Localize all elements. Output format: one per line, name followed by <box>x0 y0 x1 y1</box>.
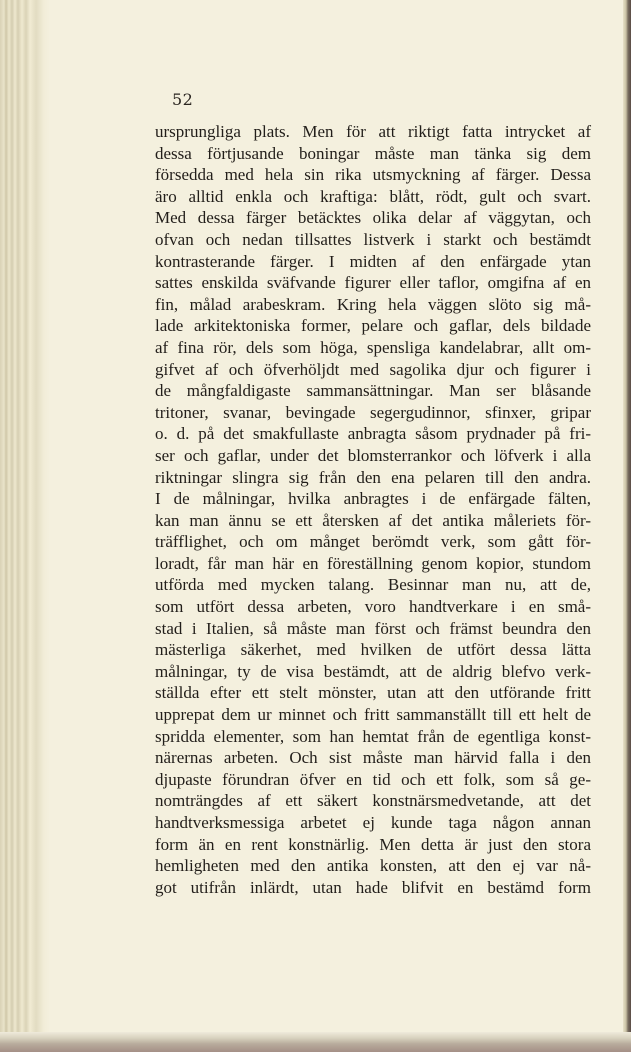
body-text <box>155 121 591 898</box>
text-line: tritoner, svanar, bevingade segergudinnor, sfinxer, gripar <box>155 402 591 422</box>
text-line: äro alltid enkla och kraftiga: blått, rödt, gult och svart. <box>155 186 591 206</box>
text-line: de mångfaldigaste sammansättningar. Man ser blåsande <box>155 381 591 401</box>
text-line: upprepat dem ur minnet och fritt sammanställt till ett helt de <box>155 705 591 725</box>
page-edge <box>623 0 631 1052</box>
text-line: lade arkitektoniska former, pelare och gaflar, dels bildade <box>155 316 591 336</box>
text-line: som utfört dessa arbeten, voro handtverkare i en små- <box>155 597 591 617</box>
text-line: djupaste förundran öfver en tid och ett folk, som så ge- <box>155 769 591 789</box>
text-line: kontrasterande färger. I midten af den enfärgade ytan <box>155 251 591 271</box>
text-line: af fina rör, dels som höga, spensliga kandelabrar, allt om- <box>155 337 591 357</box>
text-line: stad i Italien, så måste man först och främst beundra den <box>155 618 591 638</box>
text-line: hemligheten med den antika konsten, att den ej var nå- <box>155 856 591 876</box>
text-line: o. d. på det smakfullaste anbragta såsom prydnader på fri- <box>155 424 591 444</box>
text-line: got utifrån inlärdt, utan hade blifvit en bestämd form <box>155 877 591 897</box>
text-line: form än en rent konstnärlig. Men detta är just den stora <box>155 834 591 854</box>
text-line: målningar, ty de visa bestämdt, att de aldrig blefvo verk- <box>155 661 591 681</box>
text-line: fin, målad arabeskram. Kring hela väggen slöto sig må- <box>155 294 591 314</box>
text-line: dessa förtjusande boningar måste man tänka sig dem <box>155 143 591 163</box>
text-line: sattes enskilda sväfvande figurer eller taflor, omgifna af en <box>155 273 591 293</box>
text-line: utförda med mycken talang. Besinnar man nu, att de, <box>155 575 591 595</box>
page-bottom-edge <box>0 1032 631 1052</box>
text-line: spridda elementer, som han hemtat från de egentliga konst- <box>155 726 591 746</box>
text-line: ser och gaflar, under det blomsterrankor och löfverk i alla <box>155 445 591 465</box>
text-line: ofvan och nedan tillsattes listverk i starkt och bestämdt <box>155 229 591 249</box>
text-line: mästerliga säkerhet, med hvilken de utfört dessa lätta <box>155 640 591 660</box>
text-line: gifvet af och öfverhöljdt med sagolika djur och figurer i <box>155 359 591 379</box>
text-line: nomträngdes af ett säkert konstnärsmedvetande, att det <box>155 791 591 811</box>
text-line: handtverksmessiga arbetet ej kunde taga någon annan <box>155 813 591 832</box>
text-line: riktningar slingra sig från den ena pelaren till den andra. <box>155 467 591 487</box>
text-line: försedda med hela sin rika utsmyckning af färger. Dessa <box>155 165 591 185</box>
text-line: närernas arbeten. Och sist måste man härvid falla i den <box>155 748 591 768</box>
text-line: kan man ännu se ett återsken af det antika måleriets för- <box>155 510 591 530</box>
text-line: Med dessa färger betäcktes olika delar af väggytan, och <box>155 208 591 228</box>
text-line: ursprungliga plats. Men för att riktigt fatta intrycket af <box>155 122 591 141</box>
text-line: ställda efter ett stelt mönster, utan att den utförande fritt <box>155 683 591 703</box>
binding-gutter <box>0 0 50 1052</box>
text-line: I de målningar, hvilka anbragtes i de enfärgade fälten, <box>155 489 591 509</box>
text-line: träfflighet, och om månget berömdt verk, som gått för- <box>155 532 591 552</box>
page-number: 52 <box>172 90 194 109</box>
text-line: loradt, får man här en föreställning genom kopior, stundom <box>155 553 591 573</box>
